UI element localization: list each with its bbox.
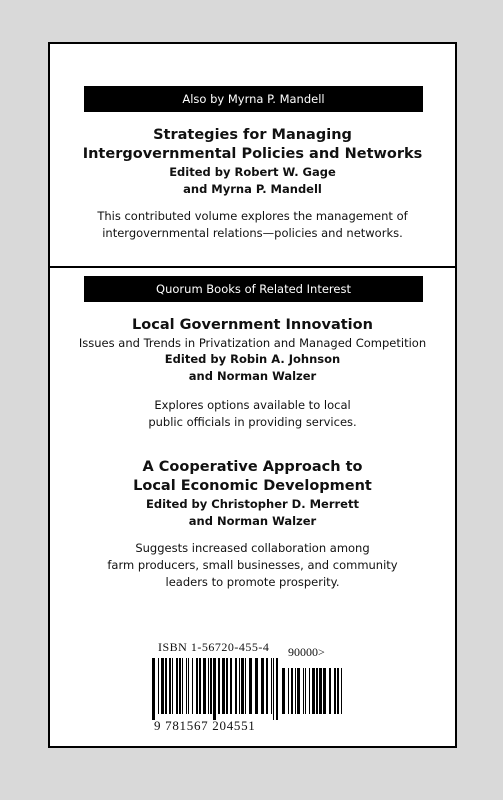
- book-description-line2: public officials in providing services.: [148, 415, 357, 429]
- barcode-bar: [239, 658, 240, 714]
- book-description-line1: Suggests increased collaboration among: [135, 541, 370, 555]
- barcode-bar: [341, 668, 342, 714]
- barcode-bar: [305, 668, 306, 714]
- book-editor-line1: Edited by Robin A. Johnson: [164, 352, 341, 366]
- barcode-bar: [241, 658, 244, 714]
- book-title-line1: A Cooperative Approach to: [142, 459, 363, 475]
- barcode-bar: [218, 658, 220, 714]
- barcode-bar: [319, 668, 322, 714]
- barcode-bar: [152, 658, 155, 720]
- barcode-bar: [273, 658, 274, 720]
- barcode-bar: [182, 658, 183, 714]
- barcode-bar: [230, 658, 232, 714]
- barcode-bar: [303, 668, 304, 714]
- barcode-bar: [337, 668, 339, 714]
- isbn-label: ISBN 1-56720-455-4: [158, 640, 270, 654]
- book-description-line3: leaders to promote prosperity.: [165, 575, 340, 589]
- barcode-bar: [161, 658, 164, 714]
- barcode-bar: [210, 658, 212, 714]
- book-description-line2: intergovernmental relations—policies and networks.: [102, 226, 403, 240]
- barcode-bar: [276, 658, 278, 720]
- barcode-bar: [196, 658, 198, 714]
- book-editor-line2: and Myrna P. Mandell: [183, 182, 322, 196]
- book-editor-line1: Edited by Robert W. Gage: [169, 165, 336, 179]
- price-code: 90000>: [288, 645, 325, 659]
- section-banner-also-by: Also by Myrna P. Mandell: [84, 86, 423, 112]
- barcode-bar: [266, 658, 268, 714]
- barcode-bar: [158, 658, 159, 714]
- barcode-bar: [199, 658, 201, 714]
- barcode-bar: [222, 658, 225, 714]
- barcode-bar: [188, 658, 189, 714]
- barcode-bar: [208, 658, 209, 714]
- book-entry-local-government-innovation: [50, 316, 455, 431]
- barcode-bar: [245, 658, 246, 714]
- barcode-bar: [261, 658, 264, 714]
- book-subtitle: Issues and Trends in Privatization and Managed Competition: [78, 336, 427, 350]
- book-title-line1: Local Government Innovation: [132, 317, 373, 333]
- barcode-bar: [169, 658, 171, 714]
- barcode-bar: [291, 668, 293, 714]
- isbn-digits: 9 781567 204551: [154, 718, 256, 733]
- barcode-bar: [255, 658, 258, 714]
- barcode-bar: [235, 658, 237, 714]
- section-divider: [48, 266, 457, 268]
- barcode-bar: [295, 668, 296, 714]
- barcode-bar: [165, 658, 167, 714]
- book-editor-line2: and Norman Walzer: [188, 369, 317, 383]
- book-editor-line2: and Norman Walzer: [188, 514, 317, 528]
- price-barcode: [282, 668, 342, 720]
- section-banner-related-interest: Quorum Books of Related Interest: [84, 276, 423, 302]
- barcode-bar: [323, 668, 326, 714]
- barcode-bar: [249, 658, 252, 714]
- barcode-bar: [172, 658, 173, 714]
- barcode-bar: [271, 658, 272, 714]
- barcode-bar: [297, 668, 300, 714]
- book-entry-strategies: [50, 126, 455, 242]
- book-entry-cooperative-approach: [50, 458, 455, 591]
- barcode-bar: [203, 658, 206, 714]
- barcode-bar: [213, 658, 216, 720]
- barcode-bar: [288, 668, 289, 714]
- back-cover: [48, 42, 457, 748]
- barcode-bar: [226, 658, 228, 714]
- barcode-bar: [186, 658, 187, 714]
- book-editor-line1: Edited by Christopher D. Merrett: [146, 497, 359, 511]
- book-description-line2: farm producers, small businesses, and community: [107, 558, 398, 572]
- book-description-line1: This contributed volume explores the management of: [97, 209, 408, 223]
- barcode-bar: [192, 658, 193, 714]
- book-description-line1: Explores options available to local: [154, 398, 351, 412]
- barcode-bar: [316, 668, 318, 714]
- book-title-line2: Local Economic Development: [133, 478, 372, 494]
- barcode-bar: [176, 658, 178, 714]
- barcode-bar: [309, 668, 310, 714]
- barcode-bar: [282, 668, 285, 714]
- book-title-line2: Intergovernmental Policies and Networks: [82, 146, 423, 162]
- barcode-bar: [329, 668, 331, 714]
- isbn-barcode: [152, 658, 278, 720]
- barcode-bar: [312, 668, 315, 714]
- barcode-bar: [179, 658, 181, 714]
- barcode-bar: [334, 668, 336, 714]
- book-title-line1: Strategies for Managing: [153, 127, 352, 143]
